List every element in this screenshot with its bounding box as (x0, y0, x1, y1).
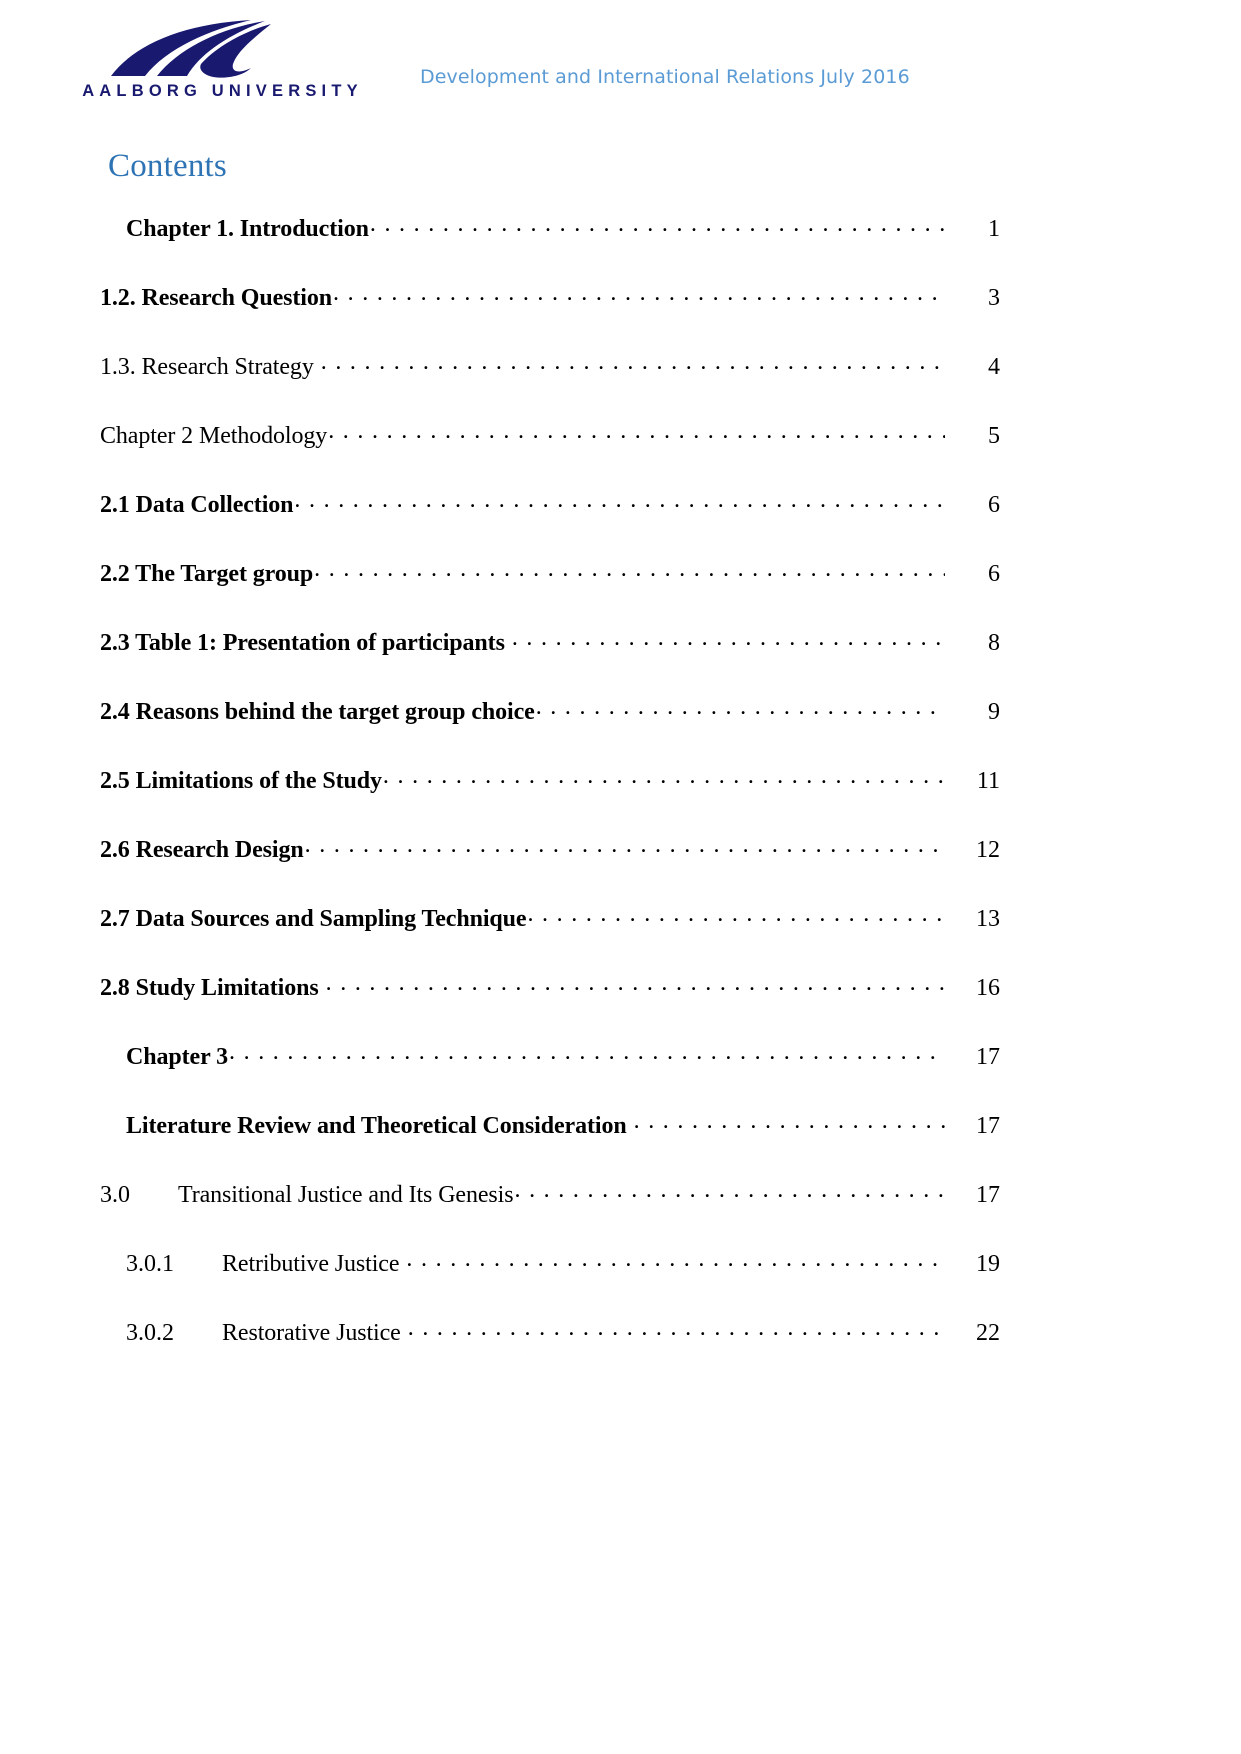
toc-entry-page-number: 11 (976, 768, 1000, 794)
toc-entry-label: 2.1 Data Collection (100, 492, 294, 518)
toc-entry-label: 2.7 Data Sources and Sampling Technique (100, 906, 527, 932)
toc-dot-leader (514, 1178, 945, 1202)
toc-entry-page-number: 13 (976, 906, 1000, 932)
toc-dot-leader (328, 419, 945, 443)
toc-dot-leader (406, 1247, 945, 1271)
toc-dot-leader (634, 1109, 945, 1133)
toc-dot-leader (383, 764, 945, 788)
toc-entry[interactable] (100, 1178, 1000, 1247)
toc-entry-page-number: 17 (976, 1113, 1000, 1139)
toc-dot-leader (512, 626, 945, 650)
toc-entry-page-number: 16 (976, 975, 1000, 1001)
toc-entry-number: 3.0 (100, 1182, 130, 1208)
toc-entry-page-number: 4 (988, 354, 1000, 380)
toc-entry[interactable] (100, 902, 1000, 971)
toc-dot-leader (326, 971, 945, 995)
toc-entry[interactable] (100, 281, 1000, 350)
toc-entry-label: 2.5 Limitations of the Study (100, 768, 382, 794)
toc-entry-label: Chapter 2 Methodology (100, 423, 328, 449)
toc-dot-leader (314, 557, 945, 581)
toc-entry-page-number: 17 (976, 1044, 1000, 1070)
toc-entry[interactable] (100, 626, 1000, 695)
toc-entry[interactable] (100, 971, 1000, 1040)
logo-wordmark: AALBORG UNIVERSITY (82, 82, 363, 100)
toc-entry[interactable] (100, 1109, 1000, 1178)
toc-entry[interactable] (100, 212, 1000, 281)
toc-dot-leader (408, 1316, 945, 1340)
toc-entry-label: Transitional Justice and Its Genesis (178, 1182, 514, 1208)
toc-entry-label: 2.3 Table 1: Presentation of participants (100, 630, 505, 656)
toc-entry[interactable] (100, 833, 1000, 902)
toc-dot-leader (305, 833, 945, 857)
toc-dot-leader (229, 1040, 945, 1064)
toc-entry-number: 3.0.1 (126, 1251, 174, 1277)
toc-entry-number: 3.0.2 (126, 1320, 174, 1346)
toc-entry-label: Chapter 1. Introduction (126, 216, 369, 242)
toc-entry-label: Chapter 3 (126, 1044, 228, 1070)
toc-entry-page-number: 8 (988, 630, 1000, 656)
toc-entry-page-number: 22 (976, 1320, 1000, 1346)
toc-entry-page-number: 5 (988, 423, 1000, 449)
aalborg-university-logo (55, 18, 385, 101)
toc-entry-label: 2.4 Reasons behind the target group choice (100, 699, 535, 725)
toc-entry-page-number: 6 (988, 492, 1000, 518)
page-header (0, 0, 1241, 130)
toc-entry-page-number: 12 (976, 837, 1000, 863)
contents-heading: Contents (108, 148, 227, 184)
toc-entry-label: Literature Review and Theoretical Consideration (126, 1113, 627, 1139)
toc-entry[interactable] (100, 1316, 1000, 1385)
toc-entry-label: 1.3. Research Strategy (100, 354, 314, 380)
toc-dot-leader (294, 488, 945, 512)
toc-dot-leader (370, 212, 945, 236)
document-header-title: Development and International Relations July 2016 (420, 66, 910, 88)
toc-entry-page-number: 3 (988, 285, 1000, 311)
toc-entry-label: 2.8 Study Limitations (100, 975, 319, 1001)
toc-dot-leader (333, 281, 945, 305)
toc-entry[interactable] (100, 1247, 1000, 1316)
toc-entry[interactable] (100, 764, 1000, 833)
toc-entry-page-number: 6 (988, 561, 1000, 587)
toc-dot-leader (536, 695, 945, 719)
toc-entry-page-number: 1 (988, 216, 1000, 242)
toc-entry[interactable] (100, 557, 1000, 626)
toc-entry[interactable] (100, 1040, 1000, 1109)
toc-entry-label: 2.2 The Target group (100, 561, 314, 587)
toc-entry[interactable] (100, 695, 1000, 764)
toc-entry-label: 1.2. Research Question (100, 285, 333, 311)
toc-entry[interactable] (100, 488, 1000, 557)
toc-entry[interactable] (100, 419, 1000, 488)
toc-entry-page-number: 17 (976, 1182, 1000, 1208)
toc-entry[interactable] (100, 350, 1000, 419)
toc-entry-label: 2.6 Research Design (100, 837, 304, 863)
aalborg-swoosh-icon (105, 18, 335, 80)
toc-dot-leader (321, 350, 945, 374)
toc-entry-page-number: 9 (988, 699, 1000, 725)
toc-entry-label: Retributive Justice (222, 1251, 400, 1277)
toc-entry-label: Restorative Justice (222, 1320, 401, 1346)
toc-entry-page-number: 19 (976, 1251, 1000, 1277)
toc-dot-leader (527, 902, 945, 926)
table-of-contents (100, 212, 1000, 1385)
